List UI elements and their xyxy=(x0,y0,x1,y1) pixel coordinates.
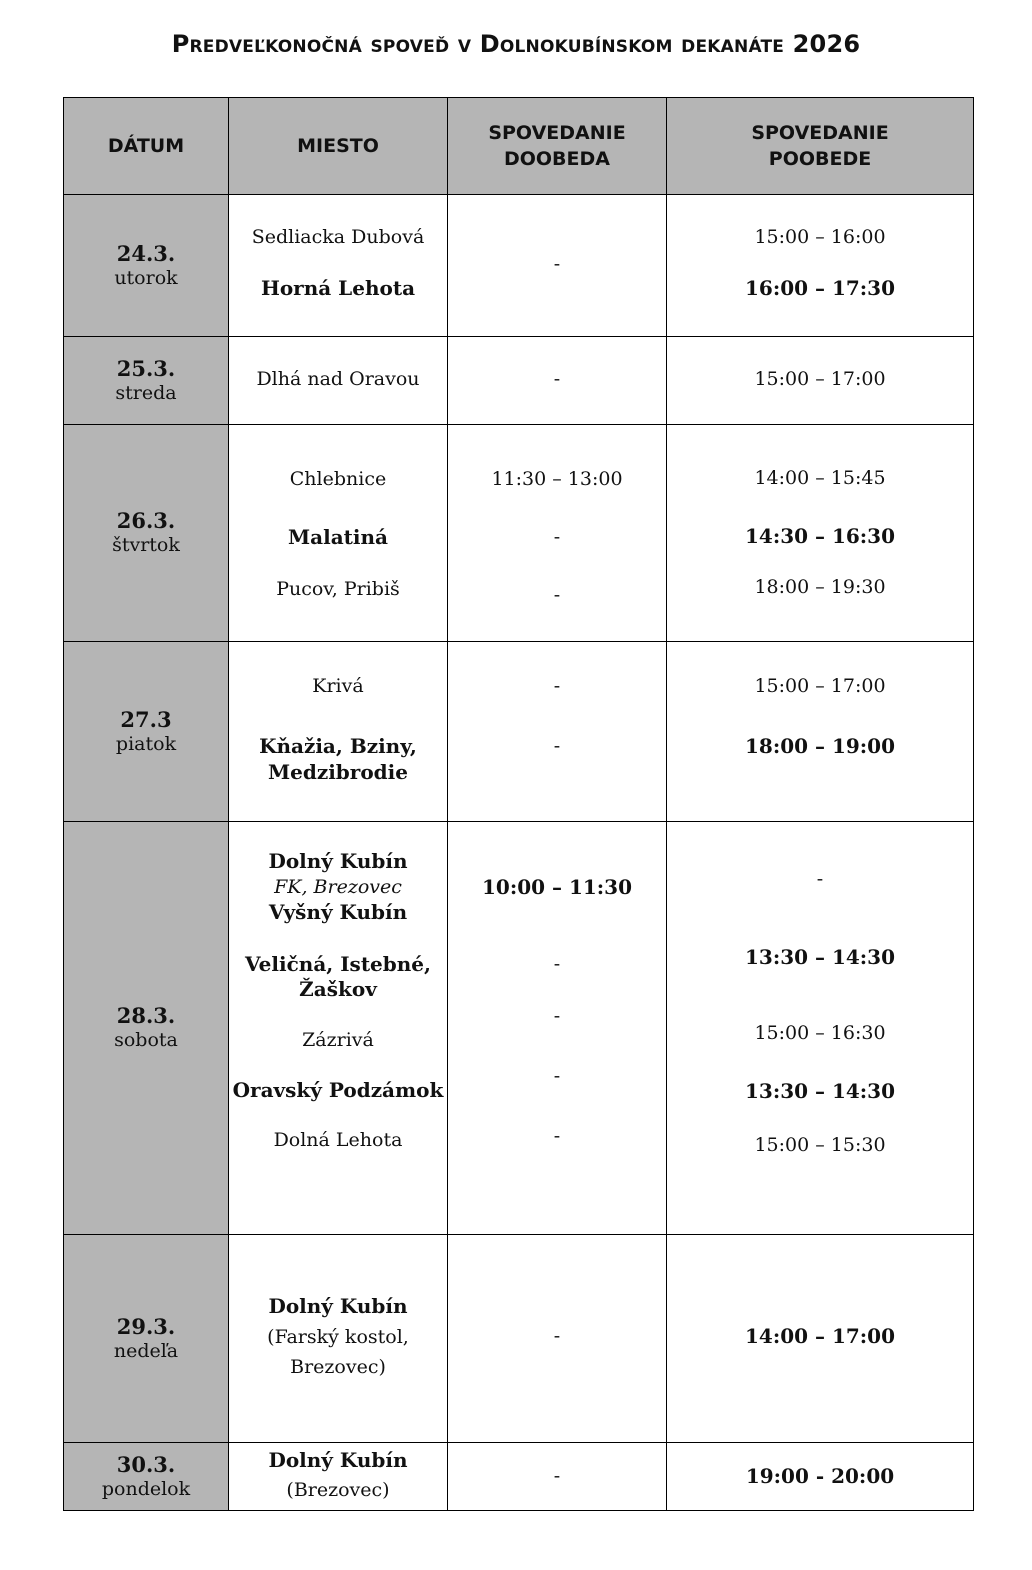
place-cell xyxy=(229,822,448,1235)
place-note: (Farský kostol, xyxy=(267,1326,409,1348)
afternoon-cell xyxy=(667,1443,974,1511)
afternoon-time: 15:00 – 17:00 xyxy=(754,368,886,390)
date-cell xyxy=(63,1443,229,1511)
weekday: utorok xyxy=(114,266,178,289)
date-cell xyxy=(63,822,229,1235)
morning-cell xyxy=(448,425,667,642)
date: 25.3. xyxy=(116,355,176,381)
header-afternoon-cell xyxy=(667,97,974,195)
afternoon-time: - xyxy=(816,868,824,890)
table-row xyxy=(63,642,974,822)
morning-cell xyxy=(448,822,667,1235)
table-row xyxy=(63,1443,974,1511)
place: Vyšný Kubín xyxy=(268,900,408,924)
morning-time: - xyxy=(553,584,561,606)
weekday: sobota xyxy=(114,1029,178,1051)
weekday: piatok xyxy=(115,732,177,755)
place: Dlhá nad Oravou xyxy=(256,368,420,390)
header-morning-line-1: SPOVEDANIE xyxy=(488,122,626,144)
table-row xyxy=(63,425,974,642)
weekday: streda xyxy=(115,381,177,404)
date: 27.3 xyxy=(120,706,172,732)
morning-time: - xyxy=(553,1325,561,1347)
date-cell xyxy=(63,425,229,642)
place-cell xyxy=(229,1235,448,1443)
table-row xyxy=(63,195,974,337)
date: 30.3. xyxy=(116,1451,176,1477)
morning-cell xyxy=(448,642,667,822)
weekday: pondelok xyxy=(101,1477,191,1500)
place: Sedliacka Dubová xyxy=(251,226,425,248)
place: Kňažia, Bziny, xyxy=(259,734,417,758)
date-cell xyxy=(63,337,229,425)
header-morning-cell xyxy=(448,97,667,195)
place: Krivá xyxy=(312,675,364,697)
morning-time: - xyxy=(553,368,561,390)
table-row xyxy=(63,337,974,425)
afternoon-time: 14:30 – 16:30 xyxy=(744,524,896,548)
place-cell xyxy=(229,642,448,822)
morning-time: - xyxy=(553,735,561,757)
place: Žaškov xyxy=(299,977,377,1001)
afternoon-time: 19:00 - 20:00 xyxy=(745,1464,895,1488)
morning-time: - xyxy=(553,953,561,975)
afternoon-time: 14:00 – 17:00 xyxy=(744,1324,896,1348)
date-cell xyxy=(63,195,229,337)
place: Pucov, Pribiš xyxy=(276,578,400,600)
date: 28.3. xyxy=(116,1003,176,1028)
date: 24.3. xyxy=(116,240,176,266)
header-date: DÁTUM xyxy=(107,135,185,157)
morning-time: - xyxy=(553,675,561,697)
afternoon-time: 13:30 – 14:30 xyxy=(744,1079,896,1103)
place-note: FK, Brezovec xyxy=(274,876,402,898)
place: Malatiná xyxy=(288,525,388,549)
place: Dolná Lehota xyxy=(273,1129,403,1151)
morning-time: 11:30 – 13:00 xyxy=(491,468,623,490)
afternoon-time: 15:00 – 15:30 xyxy=(754,1134,886,1156)
table-header-row xyxy=(63,97,974,195)
place: Horná Lehota xyxy=(260,276,416,300)
place: Oravský Podzámok xyxy=(232,1078,444,1102)
place: Chlebnice xyxy=(289,468,387,490)
morning-time: - xyxy=(553,253,561,275)
place: Dolný Kubín xyxy=(268,1294,408,1318)
place-cell xyxy=(229,1443,448,1511)
morning-cell xyxy=(448,337,667,425)
date-cell xyxy=(63,642,229,822)
header-date-cell xyxy=(63,97,229,195)
table-row xyxy=(63,1235,974,1443)
place: Medzibrodie xyxy=(268,760,408,784)
place-note: Brezovec) xyxy=(290,1356,386,1378)
date-cell xyxy=(63,1235,229,1443)
afternoon-time: 14:00 – 15:45 xyxy=(754,467,886,489)
weekday: štvrtok xyxy=(112,534,180,556)
header-morning xyxy=(448,120,666,172)
morning-time: - xyxy=(553,1465,561,1487)
header-afternoon-line-2: POOBEDE xyxy=(768,148,872,170)
morning-time: - xyxy=(553,1005,561,1027)
morning-time: 10:00 – 11:30 xyxy=(481,875,633,899)
header-morning-line-2: DOOBEDA xyxy=(503,148,610,170)
afternoon-cell xyxy=(667,1235,974,1443)
date: 29.3. xyxy=(116,1313,176,1339)
place: Zázrivá xyxy=(302,1029,374,1051)
morning-cell xyxy=(448,195,667,337)
afternoon-time: 18:00 – 19:30 xyxy=(754,576,886,598)
morning-time: - xyxy=(553,526,561,548)
place-cell xyxy=(229,425,448,642)
date: 26.3. xyxy=(116,508,176,533)
header-place: MIESTO xyxy=(297,135,379,157)
afternoon-cell xyxy=(667,642,974,822)
header-afternoon xyxy=(667,120,973,172)
afternoon-time: 16:00 – 17:30 xyxy=(744,276,896,300)
place-cell xyxy=(229,195,448,337)
place: Veličná, Istebné, xyxy=(245,952,431,976)
afternoon-time: 15:00 – 16:00 xyxy=(754,226,886,248)
place-note: (Brezovec) xyxy=(286,1479,390,1501)
afternoon-cell xyxy=(667,822,974,1235)
table-row xyxy=(63,822,974,1235)
place-cell xyxy=(229,337,448,425)
header-afternoon-line-1: SPOVEDANIE xyxy=(751,122,889,144)
afternoon-time: 18:00 – 19:00 xyxy=(744,734,896,758)
morning-cell xyxy=(448,1235,667,1443)
afternoon-time: 15:00 – 16:30 xyxy=(754,1022,886,1044)
afternoon-cell xyxy=(667,337,974,425)
afternoon-time: 13:30 – 14:30 xyxy=(744,945,896,969)
afternoon-cell xyxy=(667,195,974,337)
afternoon-cell xyxy=(667,425,974,642)
afternoon-time: 15:00 – 17:00 xyxy=(754,675,886,697)
place: Dolný Kubín xyxy=(268,849,408,873)
morning-time: - xyxy=(553,1125,561,1147)
morning-cell xyxy=(448,1443,667,1511)
header-place-cell xyxy=(229,97,448,195)
page-title: Predveľkonočná spoveď v Dolnokubínskom dekanáte 2026 xyxy=(171,30,861,58)
weekday: nedeľa xyxy=(113,1339,179,1362)
place: Dolný Kubín xyxy=(268,1448,408,1472)
morning-time: - xyxy=(553,1065,561,1087)
